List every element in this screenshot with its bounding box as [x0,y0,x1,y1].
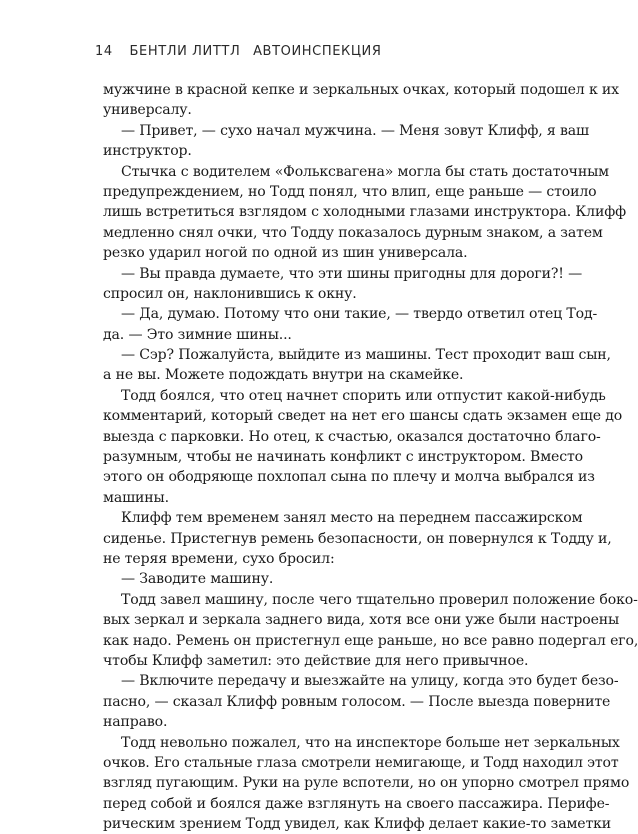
text-line: направо. [103,714,168,731]
text-line: комментарий, который сведет на нет его шансы сдать экзамен еще до [103,408,623,425]
text-line: Тодд завел машину, после чего тщательно проверил положение боко- [121,591,638,608]
text-line: Тодд боялся, что отец начнет спорить или отпустит какой-нибудь [121,387,606,404]
author-name: БЕНТЛИ ЛИТТЛ [129,44,241,59]
text-line: — Вы правда думаете, что эти шины пригодны для дороги?! — [121,265,583,282]
text-line: резко ударил ногой по одной из шин универсала. [103,245,468,262]
text-line: а не вы. Можете подождать внутри на скамейке. [103,367,464,384]
running-head [95,44,382,59]
text-line: пасно, — сказал Клифф ровным голосом. — После выезда поверните [103,693,611,710]
text-line: лишь встретиться взглядом с холодными глазами инструктора. Клифф [103,204,626,221]
text-line: Тодд невольно пожалел, что на инспекторе больше нет зеркальных [121,734,620,751]
text-line: — Сэр? Пожалуйста, выйдите из машины. Тест проходит ваш сын, [121,347,611,364]
page-number: 14 [95,44,113,59]
text-line: очков. Его стальные глаза смотрели немигающе, и Тодд находил этот [103,754,619,771]
text-line: Стычка с водителем «Фольксвагена» могла бы стать достаточным [121,163,609,180]
text-line: инструктор. [103,143,192,160]
text-line: мужчине в красной кепке и зеркальных очках, который подошел к их [103,82,619,98]
body-text [103,80,638,834]
text-line: предупреждением, но Тодд понял, что влип, еще раньше — стоило [103,183,597,200]
text-line: Клифф тем временем занял место на переднем пассажирском [121,510,583,527]
text-line: — Включите передачу и выезжайте на улицу, когда это будет безо- [121,673,619,690]
text-line: сиденье. Пристегнув ремень безопасности, он повернулся к Тодду и, [103,530,612,547]
text-line: рическим зрением Тодд увидел, как Клифф делает какие-то заметки [103,816,612,833]
text-line: медленно снял очки, что Тодду показалось дурным знаком, а затем [103,224,603,241]
text-line: спросил он, наклонившись к окну. [103,285,357,302]
text-line: взгляд пугающим. Руки на руле вспотели, но он упорно смотрел прямо [103,775,630,792]
text-line: чтобы Клифф заметил: это действие для него привычное. [103,652,529,669]
text-line: да. — Это зимние шины... [103,326,292,343]
text-line: не теряя времени, сухо бросил: [103,550,335,567]
text-line: выезда с парковки. Но отец, к счастью, оказался достаточно благо- [103,428,601,445]
text-line: машины. [103,489,169,506]
text-line: этого он ободряюще похлопал сына по плечу и молча выбрался из [103,469,595,486]
text-line: разумным, чтобы не начинать конфликт с инструктором. Вместо [103,449,583,466]
text-line: — Да, думаю. Потому что они такие, — твердо ответил отец Тод- [121,306,598,323]
text-line: перед собой и боялся даже взглянуть на своего пассажира. Перифе- [103,795,610,812]
text-line: вых зеркал и зеркала заднего вида, хотя все они уже были настроены [103,612,620,629]
book-title: АВТОИНСПЕКЦИЯ [253,44,382,59]
text-line: — Заводите машину. [121,571,274,588]
text-line: универсалу. [103,102,192,119]
text-line: как надо. Ремень он пристегнул еще раньше, но все равно подергал его, [103,632,638,649]
text-line: — Привет, — сухо начал мужчина. — Меня зовут Клифф, я ваш [121,122,589,139]
